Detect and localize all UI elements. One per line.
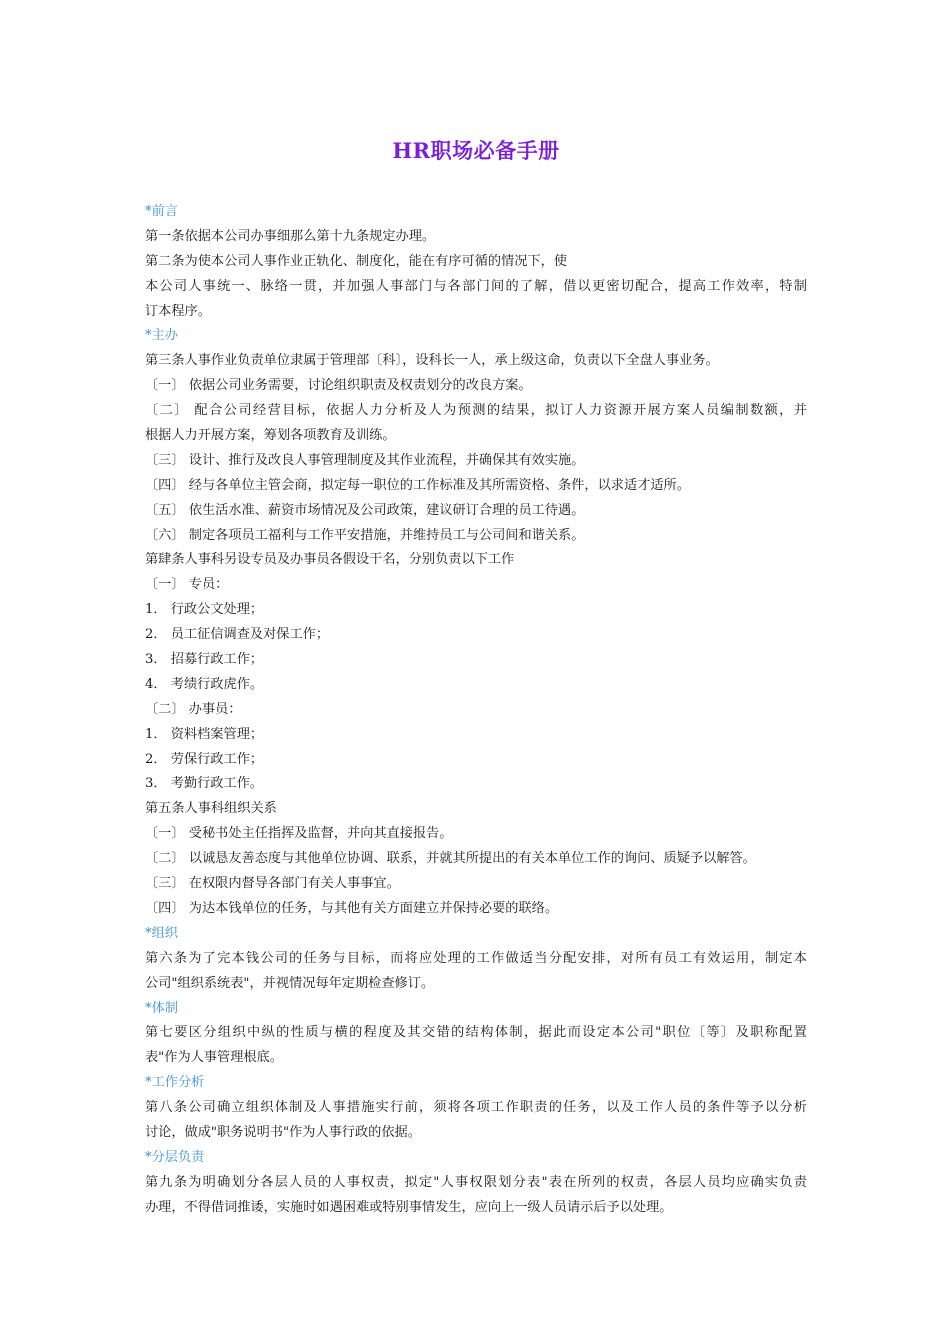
section-heading: *组织 [145, 925, 178, 941]
paragraph-line: 2． 劳保行政工作； [145, 751, 264, 767]
paragraph-line: 〔二〕 配合公司经营目标，依据人力分析及人为预测的结果，拟订人力资源开展方案人员编制数额，并 [145, 403, 807, 419]
paragraph-line: 1． 行政公文处理； [145, 602, 264, 618]
paragraph-line: 〔四〕 经与各单位主管会商，拟定每一职位的工作标准及其所需资格、条件，以求适才适所。 [145, 477, 690, 493]
paragraph-line: 3． 考勤行政工作。 [145, 776, 264, 792]
document-body [145, 200, 807, 1221]
paragraph-line: 公司"组织系统表"，并视情况每年定期检查修订。 [145, 975, 435, 991]
paragraph-line: 〔二〕 以诚恳友善态度与其他单位协调、联系，并就其所提出的有关本单位工作的询问、质疑予以解答。 [145, 851, 756, 867]
paragraph-line: 第九条为明确划分各层人员的人事权责，拟定"人事权限划分表"表在所列的权责，各层人员均应确实负责 [145, 1174, 807, 1190]
paragraph-line: 办理，不得借词推诿，实施时如遇困难或特别事情发生，应向上一级人员请示后予以处理。 [145, 1199, 673, 1215]
paragraph-line: 〔五〕 依生活水准、薪资市场情况及公司政策，建议研订合理的员工待遇。 [145, 502, 585, 518]
section-heading: *体制 [145, 1000, 178, 1016]
paragraph-line: 2． 员工征信调查及对保工作； [145, 627, 330, 643]
section-heading: *工作分析 [145, 1075, 205, 1091]
document-title: HR职场必备手册 [392, 138, 560, 163]
paragraph-line: 第五条人事科组织关系 [145, 801, 277, 817]
paragraph-line: 第六条为了完本钱公司的任务与目标，而将应处理的工作做适当分配安排，对所有员工有效运用，制定本 [145, 950, 807, 966]
paragraph-line: 第三条人事作业负责单位隶属于管理部〔科〕，设科长一人，承上级这命，负责以下全盘人事业务。 [145, 353, 719, 369]
paragraph-line: 第二条为使本公司人事作业正轨化、制度化，能在有序可循的情况下，使 [145, 253, 567, 269]
section-heading: *分层负责 [145, 1149, 205, 1165]
paragraph-line: 4． 考绩行政虎作。 [145, 676, 264, 692]
paragraph-line: 第八条公司确立组织体制及人事措施实行前，须将各项工作职责的任务，以及工作人员的条件等予以分析 [145, 1100, 807, 1116]
paragraph-line: 〔一〕 专员： [145, 577, 229, 593]
paragraph-line: 〔三〕 在权限内督导各部门有关人事事宜。 [145, 876, 400, 892]
paragraph-line: 第一条依据本公司办事细那么第十九条规定办理。 [145, 228, 436, 244]
paragraph-line: 订本程序。 [145, 303, 211, 319]
paragraph-line: 1． 资料档案管理； [145, 726, 264, 742]
paragraph-line: 〔一〕 受秘书处主任指挥及监督，并向其直接报告。 [145, 826, 453, 842]
paragraph-line: 〔四〕 为达本钱单位的任务，与其他有关方面建立并保持必要的联络。 [145, 900, 559, 916]
paragraph-line: 〔二〕 办事员： [145, 701, 242, 717]
paragraph-line: 表"作为人事管理根底。 [145, 1050, 283, 1066]
paragraph-line: 第肆条人事科另设专员及办事员各假设干名，分别负责以下工作 [145, 552, 515, 568]
paragraph-line: 本公司人事统一、脉络一贯，并加强人事部门与各部门间的了解，借以更密切配合，提高工作效率，特制 [145, 278, 807, 294]
paragraph-line: 〔六〕 制定各项员工福利与工作平安措施，并维持员工与公司间和谐关系。 [145, 527, 585, 543]
section-heading: *前言 [145, 204, 178, 219]
paragraph-line: 讨论，做成"职务说明书"作为人事行政的依据。 [145, 1124, 421, 1140]
paragraph-line: 根据人力开展方案，筹划各项教育及训练。 [145, 428, 396, 444]
paragraph-line: 〔三〕 设计、推行及改良人事管理制度及其作业流程，并确保其有效实施。 [145, 452, 585, 468]
paragraph-line: 〔一〕 依据公司业务需要，讨论组织职责及权责划分的改良方案。 [145, 378, 532, 394]
section-heading: *主办 [145, 328, 178, 344]
paragraph-line: 3． 招募行政工作； [145, 652, 264, 668]
paragraph-line: 第七要区分组织中纵的性质与横的程度及其交错的结构体制，据此而设定本公司"职位〔等〕及职称配置 [145, 1025, 807, 1041]
